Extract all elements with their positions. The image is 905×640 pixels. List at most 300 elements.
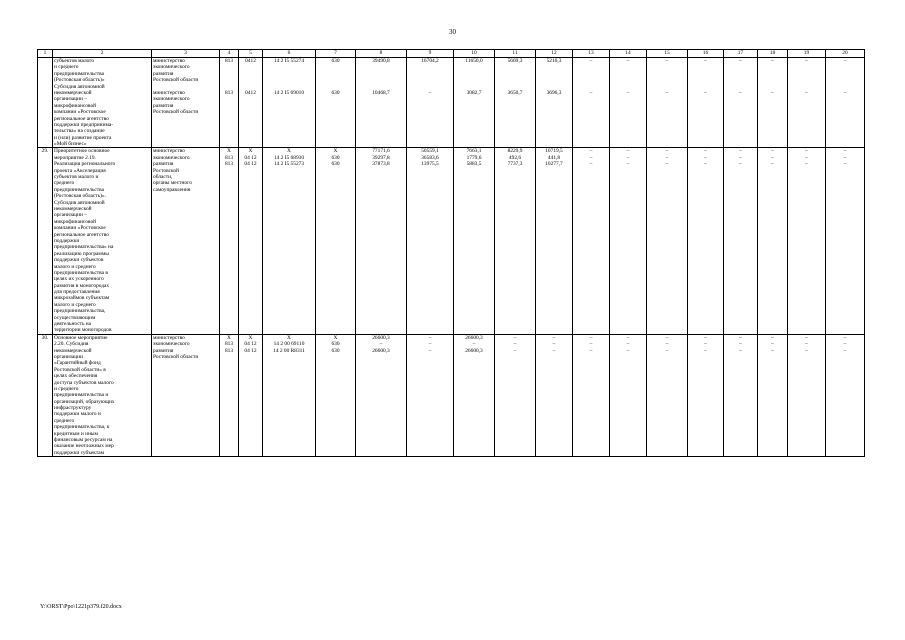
column-number: 12 <box>536 50 573 58</box>
column-number: 17 <box>724 50 758 58</box>
activity-name-line: и среднего <box>54 385 79 392</box>
expense-type-code <box>316 334 356 456</box>
year-2020-amount-value: 3082,7 <box>466 89 482 96</box>
row-number: 29. <box>38 148 53 334</box>
executor-line: экономического <box>153 341 190 348</box>
year-2022-amount-value: 10719,5 <box>545 148 563 155</box>
activity-name-line: организаций, образующих <box>54 398 115 405</box>
section-code-value: 0412 <box>245 58 256 64</box>
year-amount-value: – <box>589 161 593 168</box>
year-amount-value: – <box>704 341 707 348</box>
total-amount-value: 26600,3 <box>372 334 390 341</box>
activity-name-line: малого и среднего <box>54 263 96 270</box>
year-amount-value: – <box>704 161 707 168</box>
executor-line: области, <box>153 174 173 181</box>
executor-line: развития <box>153 70 174 77</box>
year-2021-amount-value: 3650,7 <box>507 89 523 96</box>
year-amount-value: – <box>843 347 847 354</box>
year-2019-amount <box>407 334 454 456</box>
year-amount-value: – <box>843 334 847 341</box>
target-article-code-value: 14 2 00 R8311 <box>273 347 305 354</box>
total-amount <box>356 334 407 456</box>
year-amount-value: – <box>626 334 630 341</box>
ministry-code-value: 813 <box>224 154 234 161</box>
year-amount-value: – <box>626 154 630 161</box>
year-amount <box>826 148 865 334</box>
activity-name-line: Субсидия автономной <box>54 83 105 90</box>
year-amount-value: – <box>805 154 808 161</box>
year-2019-amount-value: 16704,2 <box>421 58 439 64</box>
year-2020-amount-value: 7663,1 <box>466 148 482 155</box>
year-2022-amount-value: 441,8 <box>547 154 561 161</box>
year-amount-value: – <box>665 148 669 155</box>
year-amount-value: – <box>771 347 774 354</box>
activity-name-line: микрозаймов субъектам <box>54 295 110 302</box>
page-number: 30 <box>449 28 456 36</box>
year-amount-value: – <box>589 58 593 64</box>
total-amount-value: – <box>379 341 383 348</box>
document-path: Y:\ORST\Ppo\1221p379.f20.docx <box>40 604 122 610</box>
activity-name-line: (Ростовская область)». <box>54 193 106 200</box>
activity-name-line: деятельность на <box>54 321 92 328</box>
year-2019-amount-value: 36583,6 <box>421 154 439 161</box>
year-amount <box>610 58 647 148</box>
activity-name-line: финансовым ресурсам на <box>54 437 113 444</box>
ministry-code <box>220 58 239 148</box>
year-amount-value: – <box>589 341 593 348</box>
year-amount-value: – <box>805 341 808 348</box>
year-amount <box>573 148 610 334</box>
year-2022-amount <box>536 334 573 456</box>
activity-name-line: осуществляющим <box>54 314 96 321</box>
column-number: 3 <box>152 50 220 58</box>
expense-type-code-value: 630 <box>331 58 340 64</box>
year-amount-value: – <box>805 148 808 155</box>
activity-name-line: некоммерческой <box>54 205 92 212</box>
executor-line: развития <box>153 102 174 109</box>
year-2020-amount <box>454 148 495 334</box>
total-amount-value: 10468,7 <box>372 89 390 96</box>
expense-type-code-value: 630 <box>331 347 340 354</box>
activity-name-line: доступа субъектов малого <box>54 379 114 386</box>
year-amount <box>724 334 758 456</box>
year-amount-value: – <box>739 334 742 341</box>
year-amount-value: – <box>771 161 774 168</box>
year-amount <box>788 58 826 148</box>
activity-name-line: региональное агентство <box>54 231 109 238</box>
year-amount-value: – <box>665 58 669 64</box>
ministry-code <box>220 334 239 456</box>
year-2020-amount-value: 5883,5 <box>466 161 482 168</box>
ministry-code-value: 813 <box>224 58 234 64</box>
ministry-code-value: 813 <box>224 89 234 96</box>
year-amount <box>610 334 647 456</box>
year-amount-value: – <box>739 58 742 64</box>
expense-type-code-value: X <box>333 334 338 341</box>
activity-name-line: «Мой бизнес» <box>54 141 87 148</box>
year-amount-value: – <box>626 347 630 354</box>
year-2022-amount-value: 3696,3 <box>546 89 562 96</box>
year-amount <box>826 58 865 148</box>
year-2019-amount-value: 50559,1 <box>421 148 439 155</box>
year-2020-amount-value: 26600,3 <box>465 334 483 341</box>
year-amount <box>788 334 826 456</box>
year-amount-value: – <box>589 148 593 155</box>
year-2022-amount <box>536 148 573 334</box>
row-number: 30. <box>38 334 53 456</box>
year-2021-amount <box>495 334 536 456</box>
activity-name-line: кредитным и иным <box>54 430 98 437</box>
expense-type-code-value: 630 <box>331 161 340 168</box>
executor-line: Ростовской области <box>153 77 199 84</box>
executor-line: Ростовской области <box>153 353 199 360</box>
year-amount-value: – <box>805 347 808 354</box>
expense-type-code <box>316 58 356 148</box>
year-amount-value: – <box>805 89 808 96</box>
activity-name-line: Приоритетное основное <box>54 148 110 155</box>
year-amount <box>788 148 826 334</box>
total-amount <box>356 58 407 148</box>
year-amount-value: – <box>626 58 630 64</box>
year-amount <box>758 148 788 334</box>
activity-name-line: территории моногородов <box>54 327 112 334</box>
ministry-code-value: 813 <box>224 347 234 354</box>
year-amount-value: – <box>739 341 742 348</box>
column-number: 5 <box>239 50 263 58</box>
expense-type-code-value: 630 <box>331 341 340 348</box>
year-2019-amount-value: – <box>428 334 432 341</box>
activity-name <box>53 58 152 148</box>
total-amount-value: 77171,6 <box>372 148 390 155</box>
executor-line: развития <box>153 161 174 168</box>
activity-name-line: реализацию программы <box>54 250 109 257</box>
year-2019-amount <box>407 58 454 148</box>
year-amount-value: – <box>626 341 630 348</box>
year-amount-value: – <box>739 161 742 168</box>
activity-name-line: (Ростовская область)» <box>54 77 105 84</box>
executor-line: Ростовской области <box>153 109 199 116</box>
year-2020-amount-value: – <box>472 341 476 348</box>
total-amount-value: 26600,3 <box>372 347 390 354</box>
year-2022-amount <box>536 58 573 148</box>
year-amount-value: – <box>665 334 669 341</box>
column-number: 18 <box>758 50 788 58</box>
target-article-code-value: X <box>287 334 291 341</box>
year-amount <box>688 58 724 148</box>
year-amount <box>724 148 758 334</box>
activity-name-line: поддержки субъектам <box>54 449 105 456</box>
activity-name-line: поддержки предпринима- <box>54 121 114 128</box>
activity-name-line: Основное мероприятие <box>54 334 108 341</box>
section-code <box>239 334 263 456</box>
executor-line: экономического <box>153 154 190 161</box>
activity-name-line: субъектов малого <box>54 58 95 64</box>
column-number: 13 <box>573 50 610 58</box>
activity-name-line: среднего <box>54 417 75 424</box>
executor <box>152 148 220 334</box>
ministry-code-value: 813 <box>224 161 234 168</box>
year-2022-amount-value: – <box>552 334 556 341</box>
activity-name-line: для предоставления <box>54 289 100 296</box>
activity-name-line: и среднего <box>54 64 79 71</box>
row-number <box>38 58 53 148</box>
target-article-code <box>263 334 316 456</box>
column-number: 1 <box>38 50 53 58</box>
target-article-code <box>263 58 316 148</box>
ministry-code-value: X <box>227 334 231 341</box>
section-code-value: 04 12 <box>244 347 257 354</box>
year-amount-value: – <box>704 154 707 161</box>
activity-name-line: предпринимательства, <box>54 308 106 315</box>
year-amount-value: – <box>843 154 847 161</box>
year-amount-value: – <box>739 89 742 96</box>
total-amount-value: 39297,8 <box>372 154 390 161</box>
year-amount-value: – <box>805 161 808 168</box>
target-article-code <box>263 148 316 334</box>
table-row <box>38 148 865 334</box>
year-amount-value: – <box>665 154 669 161</box>
executor-line: самоуправления <box>153 186 191 193</box>
activity-name <box>53 334 152 456</box>
ministry-code <box>220 148 239 334</box>
year-amount-value: – <box>704 334 707 341</box>
year-amount-value: – <box>739 154 742 161</box>
activity-name-line: компании «Ростовское <box>54 109 106 116</box>
activity-name-line: целях их ускоренного <box>54 276 104 283</box>
activity-name-line: Субсидия автономной <box>54 199 105 206</box>
activity-name-line: оказание неотложных мер <box>54 443 114 450</box>
activity-name-line: микрофинансовой <box>54 102 97 109</box>
year-2021-amount-value: – <box>513 347 517 354</box>
executor-line: экономического <box>153 96 190 103</box>
year-2019-amount <box>407 148 454 334</box>
year-amount-value: – <box>843 58 847 64</box>
year-amount <box>826 334 865 456</box>
expense-type-code-value: 630 <box>331 154 340 161</box>
year-amount-value: – <box>771 341 774 348</box>
section-code <box>239 58 263 148</box>
column-number: 16 <box>688 50 724 58</box>
year-amount <box>758 58 788 148</box>
year-amount-value: – <box>771 154 774 161</box>
year-amount-value: – <box>805 334 808 341</box>
year-amount-value: – <box>843 89 847 96</box>
activity-name-line: поддержки <box>54 237 80 244</box>
target-article-code-value: 14 2 I5 68930 <box>273 154 305 161</box>
year-amount-value: – <box>665 161 669 168</box>
year-2021-amount <box>495 148 536 334</box>
activity-name-line: малого и среднего <box>54 301 96 308</box>
activity-name-line: некоммерческой <box>54 347 92 354</box>
year-2020-amount-value: 11650,0 <box>465 58 483 64</box>
year-amount-value: – <box>665 347 669 354</box>
year-amount <box>573 58 610 148</box>
expense-type-code-value: X <box>333 148 338 155</box>
activity-name-line: тельства» на создание <box>54 128 105 135</box>
executor-line: министерство <box>153 148 185 155</box>
activity-name-line: мероприятие 2.19. <box>54 154 96 161</box>
year-amount-value: – <box>843 341 847 348</box>
year-2022-amount-value: 5216,3 <box>546 58 562 64</box>
year-amount-value: – <box>589 347 593 354</box>
activity-name-line: предпринимательства, к <box>54 424 110 431</box>
activity-name-line: некоммерческой <box>54 89 92 96</box>
activity-name-line: предпринимательства в <box>54 269 108 276</box>
column-number: 6 <box>263 50 316 58</box>
year-2019-amount-value: – <box>428 347 432 354</box>
expense-type-code <box>316 148 356 334</box>
executor-line: министерство <box>153 89 185 96</box>
year-2020-amount-value: 1779,6 <box>466 154 482 161</box>
year-2021-amount-value: 492,6 <box>508 154 522 161</box>
activity-name-line: и (или) развитие проекта <box>54 134 112 141</box>
column-number: 19 <box>788 50 826 58</box>
ministry-code-value: 813 <box>224 341 234 348</box>
executor-line: развития <box>153 347 174 354</box>
activity-name-line: развития в моногородах <box>54 282 110 289</box>
year-amount <box>688 148 724 334</box>
year-2021-amount-value: 5669,3 <box>507 58 523 64</box>
year-amount <box>647 148 688 334</box>
column-number: 7 <box>316 50 356 58</box>
year-amount-value: – <box>771 58 774 64</box>
section-code-value: X <box>248 148 253 155</box>
year-amount-value: – <box>843 148 847 155</box>
column-number: 9 <box>407 50 454 58</box>
year-amount-value: – <box>771 89 774 96</box>
activity-name-line: организации <box>54 353 83 360</box>
activity-name-line: целях обеспечения <box>54 373 98 380</box>
year-2020-amount-value: 26600,3 <box>465 347 483 354</box>
column-number: 11 <box>495 50 536 58</box>
activity-name-line: организации – <box>54 212 87 219</box>
activity-name-line: поддержки малого и <box>54 411 101 418</box>
activity-name-line: региональное агентство <box>54 115 109 122</box>
year-amount-value: – <box>739 347 742 354</box>
target-article-code-value: 14 2 00 69110 <box>273 341 305 348</box>
year-2020-amount <box>454 58 495 148</box>
budget-table <box>37 49 865 457</box>
activity-name-line: компании «Ростовское <box>54 225 106 232</box>
year-amount <box>688 334 724 456</box>
section-code <box>239 148 263 334</box>
activity-name-line: микрофинансовой <box>54 218 97 225</box>
executor-line: министерство <box>153 58 185 64</box>
column-number: 14 <box>610 50 647 58</box>
activity-name <box>53 148 152 334</box>
year-2020-amount <box>454 334 495 456</box>
activity-name-line: предпринимательства и <box>54 392 109 399</box>
activity-name-line: Ростовской области» в <box>54 366 106 373</box>
year-amount-value: – <box>589 89 593 96</box>
section-code-value: 04 12 <box>244 154 257 161</box>
target-article-code-value: X <box>287 148 291 155</box>
year-amount-value: – <box>665 89 669 96</box>
target-article-code-value: 14 2 I5 55274 <box>273 58 305 64</box>
year-2021-amount-value: 7737,3 <box>507 161 523 168</box>
year-amount <box>758 334 788 456</box>
year-amount-value: – <box>704 148 707 155</box>
year-amount <box>610 148 647 334</box>
year-amount-value: – <box>771 148 774 155</box>
year-2022-amount-value: 10277,7 <box>545 161 563 168</box>
year-amount-value: – <box>771 334 774 341</box>
year-amount-value: – <box>589 154 593 161</box>
activity-name-line: предпринимательства <box>54 70 105 77</box>
column-number: 10 <box>454 50 495 58</box>
year-amount-value: – <box>626 148 630 155</box>
year-2021-amount-value: 8229,9 <box>507 148 523 155</box>
executor-line: органы местного <box>153 180 192 187</box>
activity-name-line: Реализация регионального <box>54 161 116 168</box>
year-amount-value: – <box>626 161 630 168</box>
column-number: 2 <box>53 50 152 58</box>
executor-line: министерство <box>153 334 185 341</box>
total-amount-value: 39490,8 <box>372 58 390 64</box>
year-2022-amount-value: – <box>552 347 556 354</box>
section-code-value: 0412 <box>245 89 256 96</box>
activity-name-line: среднего <box>54 180 75 187</box>
year-2019-amount-value: 13975,5 <box>421 161 439 168</box>
year-amount-value: – <box>665 341 669 348</box>
year-2019-amount-value: – <box>428 341 432 348</box>
year-amount-value: – <box>704 89 707 96</box>
activity-name-line: поддержки субъектов <box>54 257 104 264</box>
year-amount <box>647 58 688 148</box>
executor <box>152 58 220 148</box>
column-number: 8 <box>356 50 407 58</box>
target-article-code-value: 14 2 I5 69010 <box>273 89 305 96</box>
expense-type-code-value: 630 <box>331 89 340 96</box>
year-2021-amount-value: – <box>513 334 517 341</box>
total-amount-value: 37873,8 <box>372 161 390 168</box>
year-amount-value: – <box>843 161 847 168</box>
activity-name-line: инфраструктуру <box>54 405 92 412</box>
activity-name-line: субъектов малого и <box>54 174 99 181</box>
executor-line: экономического <box>153 64 190 71</box>
executor <box>152 334 220 456</box>
year-amount-value: – <box>589 334 593 341</box>
activity-name-line: предпринимательства» на <box>54 244 114 251</box>
table-row <box>38 58 865 148</box>
column-number: 4 <box>220 50 239 58</box>
activity-name-line: «Гарантийный фонд <box>54 360 101 367</box>
section-code-value: 04 12 <box>244 341 257 348</box>
year-amount <box>573 334 610 456</box>
activity-name-line: проекта «Акселерация <box>54 167 106 174</box>
ministry-code-value: X <box>227 148 231 155</box>
column-number-row <box>38 50 865 58</box>
section-code-value: X <box>248 334 253 341</box>
year-2021-amount <box>495 58 536 148</box>
target-article-code-value: 14 2 I5 55273 <box>273 161 305 168</box>
year-amount-value: – <box>704 347 707 354</box>
table-row <box>38 334 865 456</box>
column-number: 15 <box>647 50 688 58</box>
year-amount-value: – <box>704 58 707 64</box>
activity-name-line: организации – <box>54 96 87 103</box>
year-amount <box>724 58 758 148</box>
total-amount <box>356 148 407 334</box>
year-amount <box>647 334 688 456</box>
year-2019-amount-value: – <box>428 89 432 96</box>
executor-line: Ростовской <box>153 167 179 174</box>
year-2022-amount-value: – <box>552 341 556 348</box>
column-number: 20 <box>826 50 865 58</box>
activity-name-line: 2.20. Субсидия <box>54 341 89 348</box>
section-code-value: 04 12 <box>244 161 257 168</box>
activity-name-line: предпринимательства <box>54 186 105 193</box>
